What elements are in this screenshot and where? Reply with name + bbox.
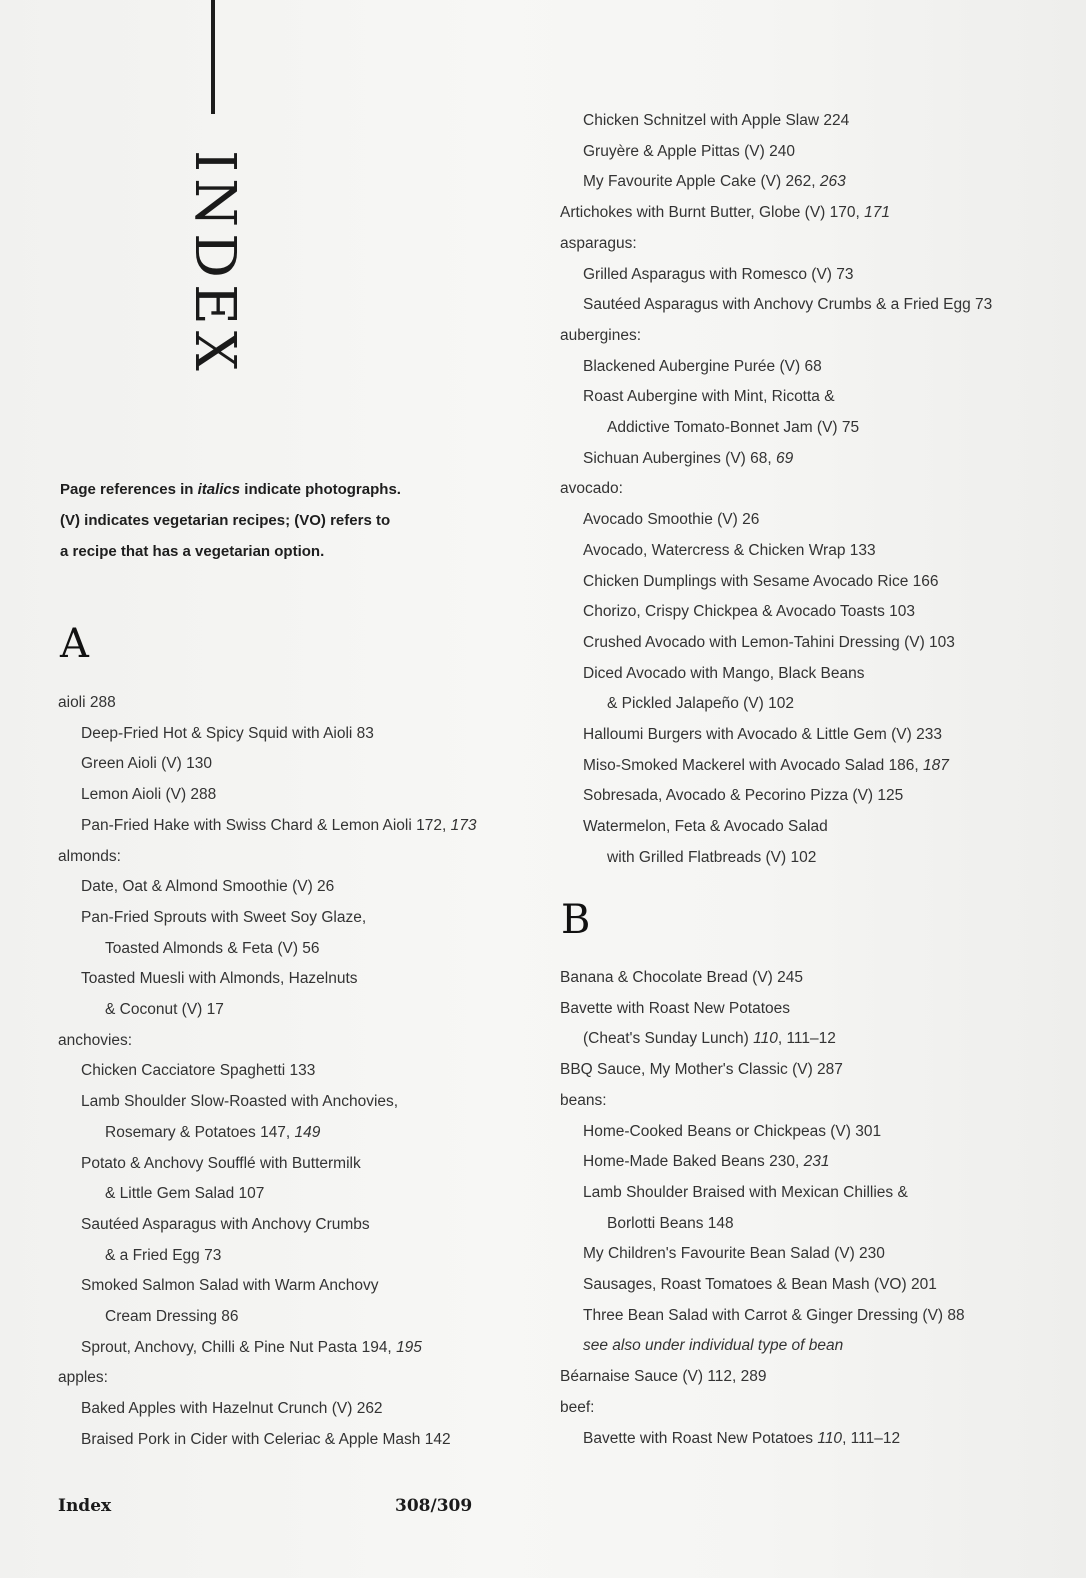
index-entry: Braised Pork in Cider with Celeriac & Apple Mash 142 [81, 1430, 451, 1448]
index-entry: Artichokes with Burnt Butter, Globe (V) 170, 171 [560, 204, 890, 222]
footer-page-numbers: 308/309 [395, 1496, 473, 1516]
index-note [60, 474, 460, 567]
index-entry: & Coconut (V) 17 [105, 1001, 224, 1019]
index-entry: & Little Gem Salad 107 [105, 1185, 265, 1203]
index-entry: Green Aioli (V) 130 [81, 755, 212, 773]
index-entry: Roast Aubergine with Mint, Ricotta & [583, 388, 835, 406]
index-entry: Avocado Smoothie (V) 26 [583, 511, 760, 529]
index-entry: Sobresada, Avocado & Pecorino Pizza (V) 125 [583, 787, 904, 805]
index-entry [560, 1331, 1070, 1362]
right-column-b-entries [560, 963, 1070, 1454]
index-entry: Avocado, Watercress & Chicken Wrap 133 [583, 541, 876, 559]
index-entry: Smoked Salmon Salad with Warm Anchovy [81, 1277, 379, 1295]
index-entry: Home-Cooked Beans or Chickpeas (V) 301 [583, 1122, 882, 1140]
index-entry: Blackened Aubergine Purée (V) 68 [583, 357, 822, 375]
note-line-2: (V) indicates vegetarian recipes; (VO) refers to [60, 512, 391, 529]
left-column-entries [58, 688, 528, 1456]
index-entry: & Pickled Jalapeño (V) 102 [607, 695, 794, 713]
photo-page-ref: see also under individual type of bean [583, 1337, 844, 1355]
index-entry: Sprout, Anchovy, Chilli & Pine Nut Pasta 194, 195 [81, 1338, 422, 1356]
index-entry: & a Fried Egg 73 [105, 1246, 222, 1264]
index-entry: Lamb Shoulder Slow-Roasted with Anchovies, [81, 1093, 399, 1111]
note-line-3: a recipe that has a vegetarian option. [60, 543, 325, 560]
index-entry: Three Bean Salad with Carrot & Ginger Dressing (V) 88 [583, 1306, 965, 1324]
index-entry: Home-Made Baked Beans 230, 231 [583, 1153, 830, 1171]
index-entry: Pan-Fried Hake with Swiss Chard & Lemon Aioli 172, 173 [81, 816, 477, 834]
index-entry: Deep-Fried Hot & Spicy Squid with Aioli 83 [81, 724, 374, 742]
index-entry: Pan-Fried Sprouts with Sweet Soy Glaze, [81, 908, 367, 926]
note-line-1: Page references in italics indicate photographs. [60, 481, 401, 498]
index-entry: Toasted Almonds & Feta (V) 56 [105, 939, 320, 957]
index-entry: Banana & Chocolate Bread (V) 245 [560, 969, 803, 986]
index-entry: Sausages, Roast Tomatoes & Bean Mash (VO) 201 [583, 1276, 937, 1294]
index-entry: almonds: [58, 847, 121, 865]
index-entry: Sichuan Aubergines (V) 68, 69 [583, 449, 794, 467]
index-entry: My Children's Favourite Bean Salad (V) 230 [583, 1245, 885, 1263]
index-entry: Borlotti Beans 148 [607, 1214, 734, 1232]
index-entry: Toasted Muesli with Almonds, Hazelnuts [81, 970, 358, 988]
index-entry: Rosemary & Potatoes 147, 149 [105, 1123, 321, 1141]
index-entry: with Grilled Flatbreads (V) 102 [607, 848, 817, 866]
photo-page-ref: 110 [817, 1429, 843, 1447]
index-entry: Grilled Asparagus with Romesco (V) 73 [583, 265, 854, 283]
index-entry: Lemon Aioli (V) 288 [81, 786, 217, 804]
index-entry: Miso-Smoked Mackerel with Avocado Salad 186, 187 [583, 756, 949, 774]
index-entry: apples: [58, 1369, 108, 1387]
index-entry: Addictive Tomato-Bonnet Jam (V) 75 [607, 419, 860, 437]
index-entry: Bavette with Roast New Potatoes 110, 111–12 [583, 1429, 901, 1447]
index-entry: Halloumi Burgers with Avocado & Little Gem (V) 233 [583, 726, 942, 744]
index-entry: anchovies: [58, 1031, 133, 1049]
section-letter-b: B [561, 897, 591, 943]
index-entry: Diced Avocado with Mango, Black Beans [583, 664, 865, 682]
photo-page-ref: 263 [819, 173, 846, 191]
index-entry: Lamb Shoulder Braised with Mexican Chillies & [583, 1183, 908, 1201]
index-entry: BBQ Sauce, My Mother's Classic (V) 287 [560, 1061, 843, 1079]
photo-page-ref: 149 [294, 1123, 321, 1141]
index-entry: Béarnaise Sauce (V) 112, 289 [560, 1368, 767, 1386]
photo-page-ref: 171 [864, 204, 890, 222]
section-letter-a: A [60, 621, 89, 667]
index-entry: My Favourite Apple Cake (V) 262, 263 [583, 173, 846, 191]
index-entry: Chicken Cacciatore Spaghetti 133 [81, 1062, 316, 1080]
footer-section-name: Index [58, 1496, 112, 1516]
index-entry: avocado: [560, 480, 623, 498]
index-entry: Chicken Dumplings with Sesame Avocado Rice 166 [583, 572, 939, 590]
index-entry: Bavette with Roast New Potatoes [560, 999, 791, 1017]
index-entry: Date, Oat & Almond Smoothie (V) 26 [81, 878, 335, 896]
index-entry: Cream Dressing 86 [105, 1308, 239, 1326]
photo-page-ref: 231 [803, 1153, 830, 1171]
photo-page-ref: 69 [776, 449, 794, 467]
index-entry: Sautéed Asparagus with Anchovy Crumbs & a Fried Egg 73 [583, 296, 993, 314]
index-entry: Gruyère & Apple Pittas (V) 240 [583, 142, 795, 160]
photo-page-ref: 173 [450, 816, 477, 834]
index-entry: beans: [560, 1091, 607, 1109]
index-entry: Watermelon, Feta & Avocado Salad [583, 818, 828, 836]
index-entry: Potato & Anchovy Soufflé with Buttermilk [81, 1154, 361, 1172]
index-entry: Crushed Avocado with Lemon-Tahini Dressing (V) 103 [583, 633, 955, 651]
index-entry: aubergines: [560, 326, 642, 344]
vertical-rule [211, 0, 215, 114]
index-entry: Chicken Schnitzel with Apple Slaw 224 [583, 112, 850, 129]
right-column-entries [560, 106, 1070, 874]
index-entry: Chorizo, Crispy Chickpea & Avocado Toasts 103 [583, 603, 915, 621]
index-entry: (Cheat's Sunday Lunch) 110, 111–12 [583, 1030, 836, 1048]
photo-page-ref: 110 [753, 1030, 778, 1048]
index-title: INDEX [182, 150, 247, 377]
index-entry: Sautéed Asparagus with Anchovy Crumbs [81, 1215, 370, 1233]
photo-page-ref: 195 [396, 1338, 422, 1356]
index-entry: beef: [560, 1398, 595, 1416]
photo-page-ref: 187 [923, 756, 949, 774]
index-entry: Baked Apples with Hazelnut Crunch (V) 262 [81, 1400, 383, 1418]
index-entry: aioli 288 [58, 694, 116, 711]
index-entry: asparagus: [560, 234, 637, 252]
